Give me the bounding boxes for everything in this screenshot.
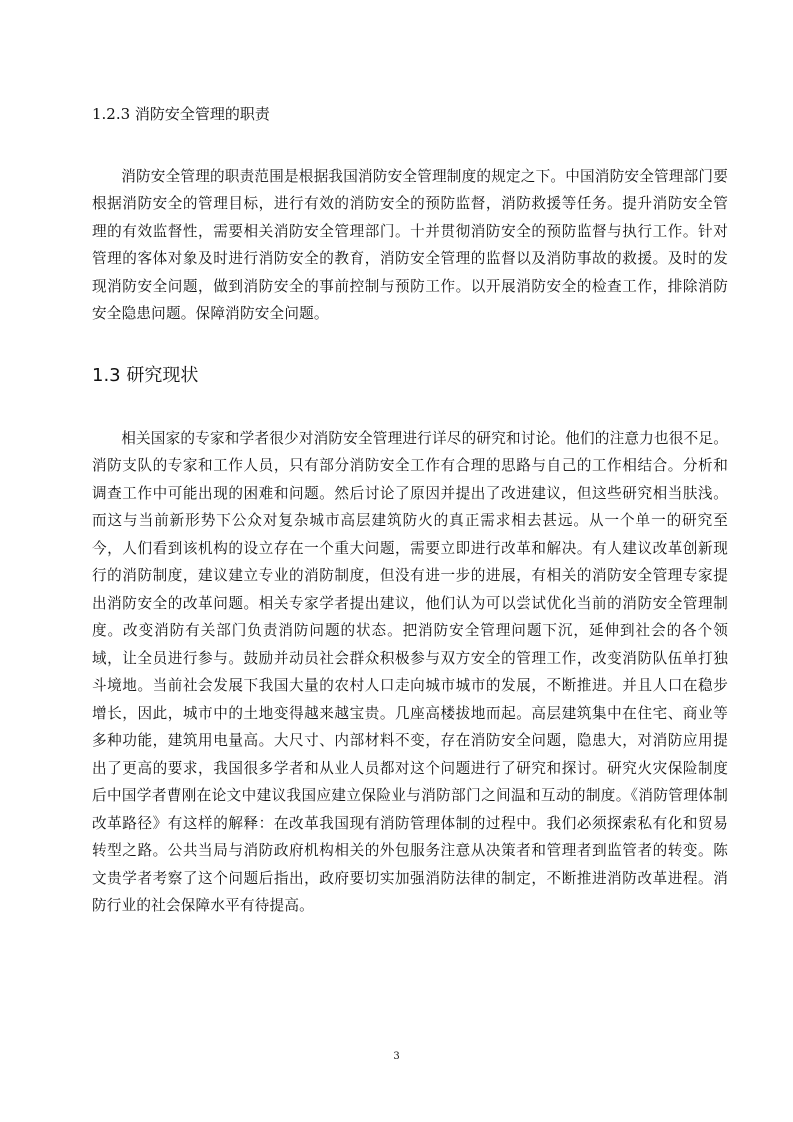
section-heading-1-2-3: 1.2.3 消防安全管理的职责: [92, 105, 270, 123]
section-heading-1-3: 1.3 研究现状: [92, 365, 199, 386]
paragraph-fire-safety-duties: 消防安全管理的职责范围是根据我国消防安全管理制度的规定之下。中国消防安全管理部门要根据消防安全的管理目标，进行有效的消防安全的预防监督，消防救援等任务。提升消防安全管理的有效监督性，需要相关消防安全管理部门。十并贯彻消防安全的预防监督与执行工作。针对管理的客体对象及时进行消防安全的教育，消防安全管理的监督以及消防事故的救援。及时的发现消防安全问题，做到消防安全的事前控制与预防工作。以开展消防安全的检查工作，排除消防安全隐患问题。保障消防安全问题。: [92, 167, 728, 323]
paragraph-research-status: 相关国家的专家和学者很少对消防安全管理进行详尽的研究和讨论。他们的注意力也很不足。消防支队的专家和工作人员，只有部分消防安全工作有合理的思路与自己的工作相结合。分析和调查工作中可能出现的困难和问题。然后讨论了原因并提出了改进建议，但这些研究相当肤浅。而这与当前新形势下公众对复杂城市高层建筑防火的真正需求相去甚远。从一个单一的研究至今，人们看到该机构的设立存在一个重大问题，需要立即进行改革和解决。有人建议改革创新现行的消防制度，建议建立专业的消防制度，但没有进一步的进展，有相关的消防安全管理专家提出消防安全的改革问题。相关专家学者提出建议，他们认为可以尝试优化当前的消防安全管理制度。改变消防有关部门负责消防问题的状态。把消防安全管理问题下沉，延伸到社会的各个领域，让全员进行参与。鼓励并动员社会群众积极参与双方安全的管理工作，改变消防队伍单打独斗境地。当前社会发展下我国大量的农村人口走向城市城市的发展，不断推进。并且人口在稳步增长，因此，城市中的土地变得越来越宝贵。几座高楼拔地而起。高层建筑集中在住宅、商业等多种功能，建筑用电量高。大尺寸、内部材料不变，存在消防安全问题，隐患大，对消防应用提出了更高的要求，我国很多学者和从业人员都对这个问题进行了研究和探讨。研究火灾保险制度后中国学者曹刚在论文中建议我国应建立保险业与消防部门之间温和互动的制度。《消防管理体制改革路径》有这样的解释：在改革我国现有消防管理体制的过程中。我们必须探索私有化和贸易转型之路。公共当局与消防政府机构相关的外包服务注意从决策者和管理者到监管者的转变。陈文贵学者考察了这个问题后指出，政府要切实加强消防法律的制定，不断推进消防改革进程。消防行业的社会保障水平有待提高。: [92, 429, 728, 915]
page-number: 3: [393, 1051, 400, 1062]
